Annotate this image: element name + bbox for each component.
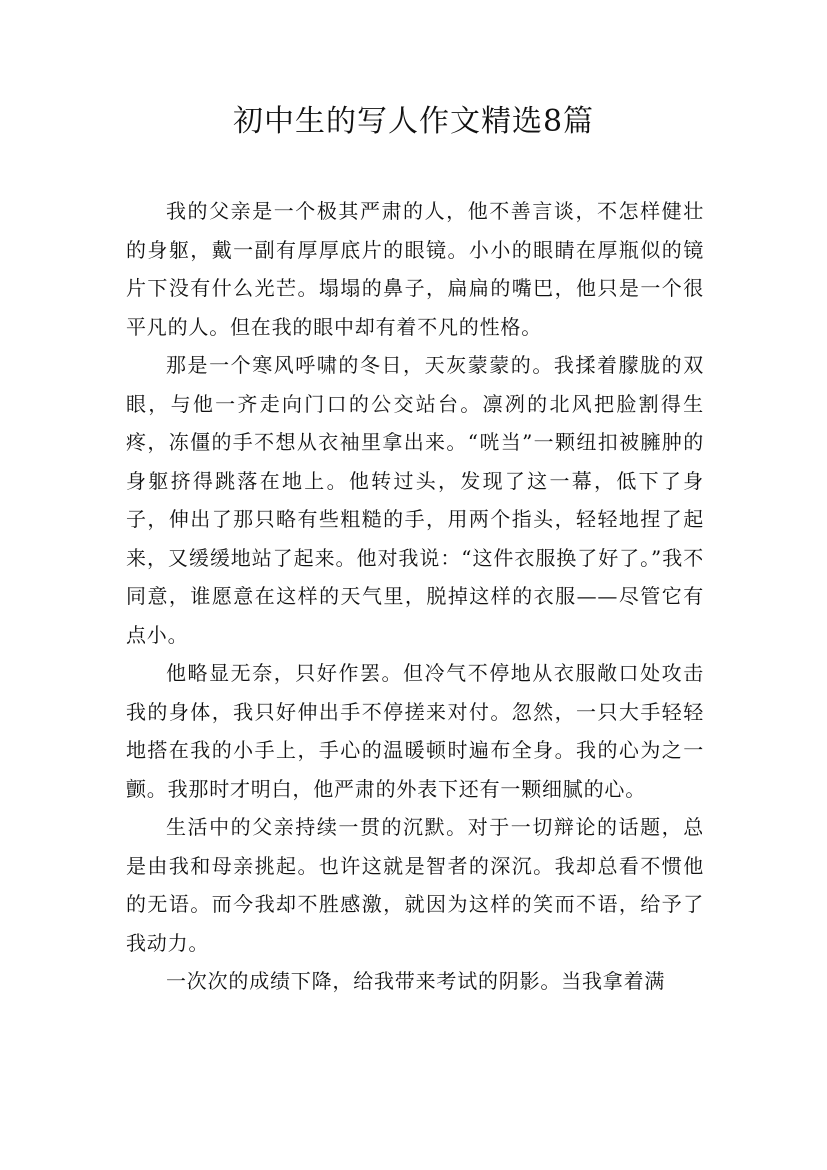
paragraph: 生活中的父亲持续一贯的沉默。对于一切辩论的话题，总是由我和母亲挑起。也许这就是智者的深沉。我却总看不惯他的无语。而今我却不胜感激，就因为这样的笑而不语，给予了我动力。 [126, 815, 704, 955]
document-title: 初中生的写人作文精选8篇 [232, 104, 595, 139]
paragraph: 那是一个寒风呼啸的冬日，天灰蒙蒙的。我揉着朦胧的双眼，与他一齐走向门口的公交站台。凛冽的北风把脸割得生疼，冻僵的手不想从衣袖里拿出来。“咣当”一颗纽扣被臃肿的身躯挤得跳落在地上。他转过头，发现了这一幕，低下了身子，伸出了那只略有些粗糙的手，用两个指头，轻轻地捏了起来，又缓缓地站了起来。他对我说：“这件衣服换了好了。”我不同意，谁愿意在这样的天气里，脱掉这样的衣服——尽管它有点小。 [126, 353, 704, 647]
document-body [126, 192, 704, 1001]
paragraph: 我的父亲是一个极其严肃的人，他不善言谈，不怎样健壮的身躯，戴一副有厚厚底片的眼镜。小小的眼睛在厚瓶似的镜片下没有什么光芒。塌塌的鼻子，扁扁的嘴巴，他只是一个很平凡的人。但在我的眼中却有着不凡的性格。 [126, 199, 704, 339]
paragraph: 一次次的成绩下降，给我带来考试的阴影。当我拿着满 [166, 969, 666, 993]
paragraph: 他略显无奈，只好作罢。但冷气不停地从衣服敞口处攻击我的身体，我只好伸出手不停搓来对付。忽然，一只大手轻轻地搭在我的小手上，手心的温暖顿时遍布全身。我的心为之一颤。我那时才明白，他严肃的外表下还有一颗细腻的心。 [126, 661, 704, 801]
